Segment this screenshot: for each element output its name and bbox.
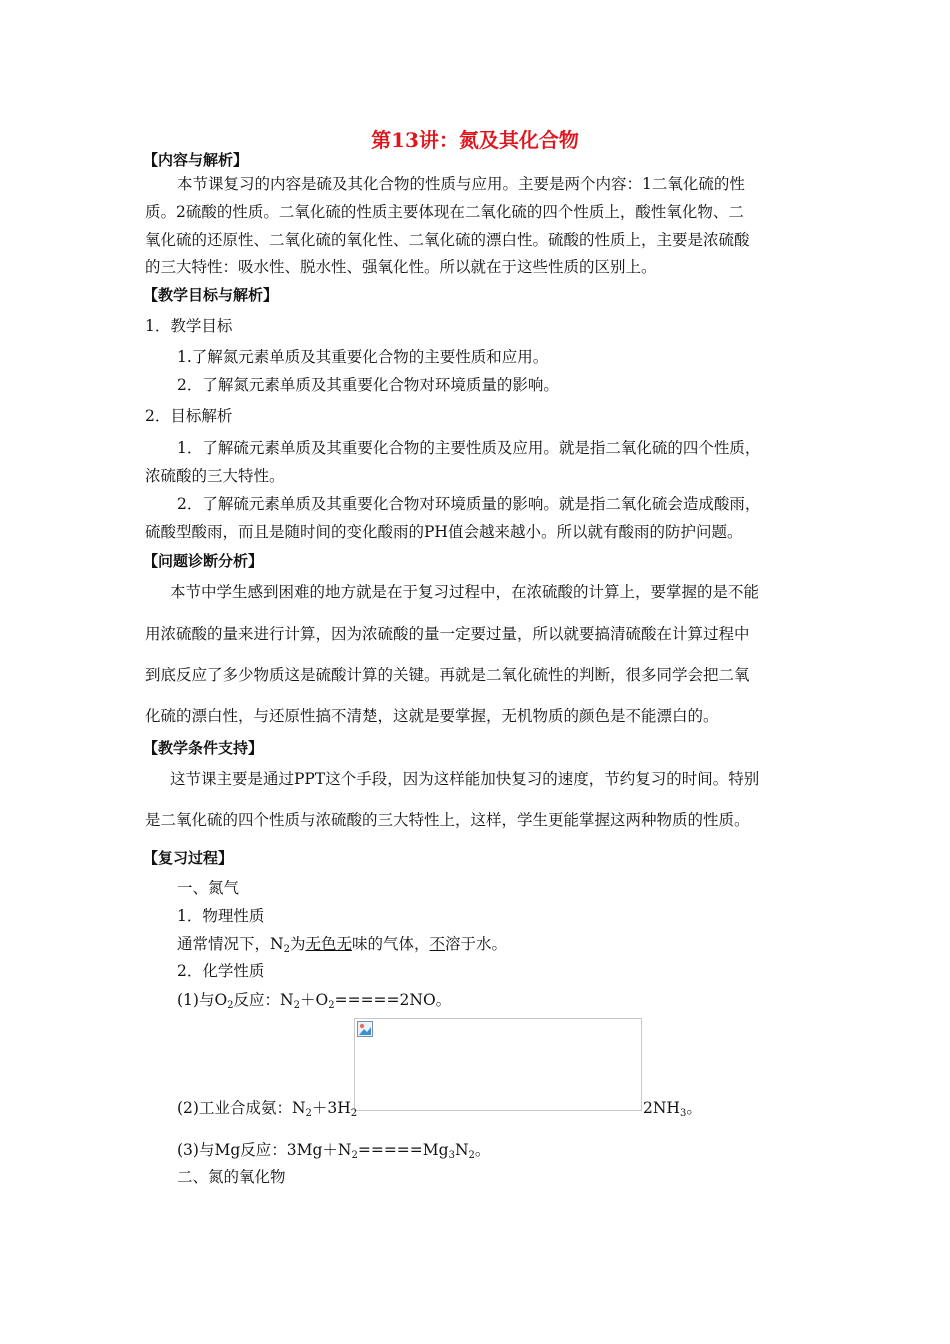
list-item: 1.了解氮元素单质及其重要化合物的主要性质和应用。: [177, 348, 549, 366]
reaction-magnesium: [177, 1140, 490, 1160]
page-title: 第13讲：氮及其化合物: [371, 128, 579, 152]
paragraph-line: 化硫的漂白性，与还原性搞不清楚，这就是要掌握，无机物质的颜色是不能漂白的。: [145, 707, 719, 725]
text-fragment: N: [454, 1141, 469, 1159]
subscript: 2: [468, 1150, 475, 1161]
reaction-oxygen: [177, 990, 451, 1010]
subscript: 2: [305, 1108, 312, 1119]
paragraph-line: 用浓硫酸的量来进行计算，因为浓硫酸的量一定要过量，所以就要搞清硫酸在计算过程中: [145, 625, 750, 643]
subscript: 3: [448, 1150, 455, 1161]
subscript: 2: [227, 1000, 234, 1011]
text-fragment: ＋O: [300, 991, 329, 1009]
text-fragment: =====2NO。: [334, 991, 452, 1009]
paragraph-line: 的三大特性：吸水性、脱水性、强氧化性。所以就在于这些性质的区别上。: [145, 258, 657, 276]
subsection-nitrogen: 一、氮气: [177, 879, 240, 897]
physical-properties-line: [177, 934, 507, 954]
section-heading-content: 【内容与解析】: [143, 151, 249, 169]
section-heading-support: 【教学条件支持】: [143, 739, 264, 757]
broken-image-icon: [357, 1021, 373, 1037]
paragraph-line: 浓硫酸的三大特性。: [145, 467, 285, 485]
paragraph-line: 这节课主要是通过PPT这个手段，因为这样能加快复习的速度，节约复习的时间。特别: [170, 770, 760, 788]
text-fragment: (3)与Mg反应：3Mg＋N: [177, 1141, 352, 1159]
text-fragment: 。: [474, 1141, 491, 1159]
subsection-physical: 1．物理性质: [177, 907, 265, 925]
list-item: 2．目标解析: [145, 407, 233, 425]
paragraph-line: 1．了解硫元素单质及其重要化合物的主要性质及应用。就是指二氧化硫的四个性质，: [177, 439, 761, 457]
text-fragment: (1)与O: [177, 991, 228, 1009]
paragraph-line: 2．了解硫元素单质及其重要化合物对环境质量的影响。就是指二氧化硫会造成酸雨，: [177, 495, 761, 513]
subscript: 2: [293, 1000, 300, 1011]
text-fragment: 为: [289, 935, 306, 953]
list-item: 2．了解氮元素单质及其重要化合物对环境质量的影响。: [177, 376, 559, 394]
section-heading-goals: 【教学目标与解析】: [143, 286, 279, 304]
paragraph-line: 氧化硫的还原性、二氧化硫的氧化性、二氧化硫的漂白性。硫酸的性质上，主要是浓硫酸: [145, 231, 750, 249]
subscript: 2: [350, 1108, 358, 1119]
reaction-ammonia-left: [177, 1098, 357, 1118]
text-fragment: ＋3H: [311, 1099, 351, 1117]
text-fragment: 2NH: [643, 1099, 680, 1117]
paragraph-line: 硫酸型酸雨，而且是随时间的变化酸雨的PH值会越来越小。所以就有酸雨的防护问题。: [145, 523, 743, 541]
subscript: 2: [283, 944, 290, 955]
text-fragment: =====Mg: [357, 1141, 449, 1159]
paragraph-line: 质。2硫酸的性质。二氧化硫的性质主要体现在二氧化硫的四个性质上，酸性氧化物、二: [145, 203, 744, 221]
text-fragment: (2)工业合成氨：N: [177, 1099, 306, 1117]
text-fragment: 溶于水。: [445, 935, 508, 953]
underlined-text: 不: [429, 935, 446, 953]
text-fragment: 通常情况下，N: [177, 935, 284, 953]
paragraph-line: 本节中学生感到困难的地方就是在于复习过程中，在浓硫酸的计算上，要掌握的是不能: [170, 583, 760, 601]
underlined-text: 无: [336, 935, 352, 953]
paragraph-line: 到底反应了多少物质这是硫酸计算的关键。再就是二氧化硫性的判断，很多同学会把二氧: [145, 666, 750, 684]
list-item: 1．教学目标: [145, 317, 233, 335]
subsection-chemical: 2．化学性质: [177, 962, 265, 980]
paragraph-line: 是二氧化硫的四个性质与浓硫酸的三大特性上，这样，学生更能掌握这两种物质的性质。: [145, 811, 750, 829]
text-fragment: 。: [686, 1099, 702, 1117]
reaction-ammonia-right: [643, 1098, 702, 1118]
underlined-text: 无色: [305, 935, 337, 953]
paragraph-line: 本节课复习的内容是硫及其化合物的性质与应用。主要是两个内容：1二氧化硫的性: [177, 175, 745, 193]
subsection-nitrogen-oxides: 二、氮的氧化物: [177, 1168, 286, 1186]
text-fragment: 味的气体，: [352, 935, 430, 953]
subscript: 2: [351, 1150, 358, 1161]
subscript: 2: [328, 1000, 335, 1011]
broken-image-placeholder: [354, 1018, 642, 1111]
subscript: 3: [679, 1108, 687, 1119]
text-fragment: 反应：N: [233, 991, 294, 1009]
section-heading-diagnosis: 【问题诊断分析】: [143, 552, 264, 570]
section-heading-review: 【复习过程】: [143, 849, 234, 867]
